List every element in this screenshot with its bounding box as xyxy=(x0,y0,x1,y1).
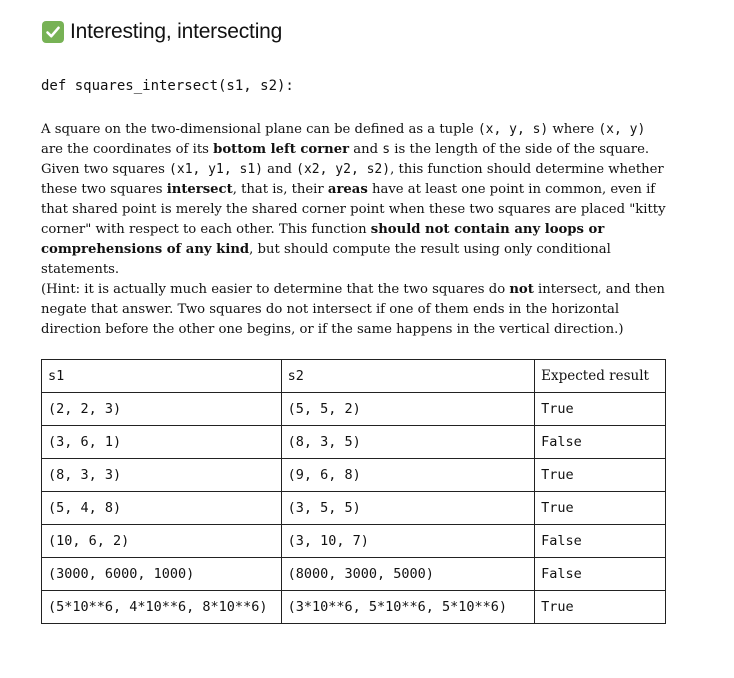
cell-expected: True xyxy=(535,459,666,492)
cell-s1: (5*10**6, 4*10**6, 8*10**6) xyxy=(42,591,282,624)
header-expected-result: Expected result xyxy=(535,360,666,393)
check-mark-icon xyxy=(42,21,64,43)
cell-s2: (5, 5, 2) xyxy=(281,393,535,426)
cell-expected: False xyxy=(535,426,666,459)
cell-s2: (8, 3, 5) xyxy=(281,426,535,459)
cell-s2: (3, 10, 7) xyxy=(281,525,535,558)
cell-s1: (5, 4, 8) xyxy=(42,492,282,525)
description-paragraph: A square on the two-dimensional plane can be defined as a tuple (x, y, s) where (x, y) are the coordinates of its bottom left corner and s is the length of the side of the square. Given two squares (x1, y1, s1) and (x2, y2, s2), this function should determine whether these two squares intersect, that is, their areas have at least one point in common, even if that shared point is merely the shared corner point when these two squares are placed "kitty corner" with respect to each other. This function should not contain any loops or comprehensions of any kind, but should compute the result using only conditional statements. xyxy=(41,122,666,277)
table-row xyxy=(42,459,666,492)
cell-expected: True xyxy=(535,492,666,525)
cell-s2: (3, 5, 5) xyxy=(281,492,535,525)
function-signature: def squares_intersect(s1, s2): xyxy=(41,78,294,94)
table-row xyxy=(42,525,666,558)
table-row xyxy=(42,393,666,426)
cell-s1: (8, 3, 3) xyxy=(42,459,282,492)
cell-s1: (2, 2, 3) xyxy=(42,393,282,426)
cell-s2: (9, 6, 8) xyxy=(281,459,535,492)
table-row xyxy=(42,558,666,591)
table-header-row xyxy=(42,360,666,393)
hint-paragraph: (Hint: it is actually much easier to determine that the two squares do not intersect, and then negate that answer. Two squares do not intersect if one of them ends in the horizontal direction before the other one begins, or if the same happens in the vertical direction.) xyxy=(41,282,665,337)
table-row xyxy=(42,492,666,525)
cell-expected: True xyxy=(535,591,666,624)
test-cases-table xyxy=(41,359,666,624)
cell-s1: (3000, 6000, 1000) xyxy=(42,558,282,591)
cell-s2: (3*10**6, 5*10**6, 5*10**6) xyxy=(281,591,535,624)
page-heading xyxy=(42,20,282,44)
cell-s1: (3, 6, 1) xyxy=(42,426,282,459)
table-row xyxy=(42,426,666,459)
header-s1: s1 xyxy=(42,360,282,393)
header-s2: s2 xyxy=(281,360,535,393)
page-title: Interesting, intersecting xyxy=(70,20,283,43)
cell-s2: (8000, 3000, 5000) xyxy=(281,558,535,591)
cell-expected: False xyxy=(535,525,666,558)
cell-expected: True xyxy=(535,393,666,426)
cell-s1: (10, 6, 2) xyxy=(42,525,282,558)
table-row xyxy=(42,591,666,624)
cell-expected: False xyxy=(535,558,666,591)
